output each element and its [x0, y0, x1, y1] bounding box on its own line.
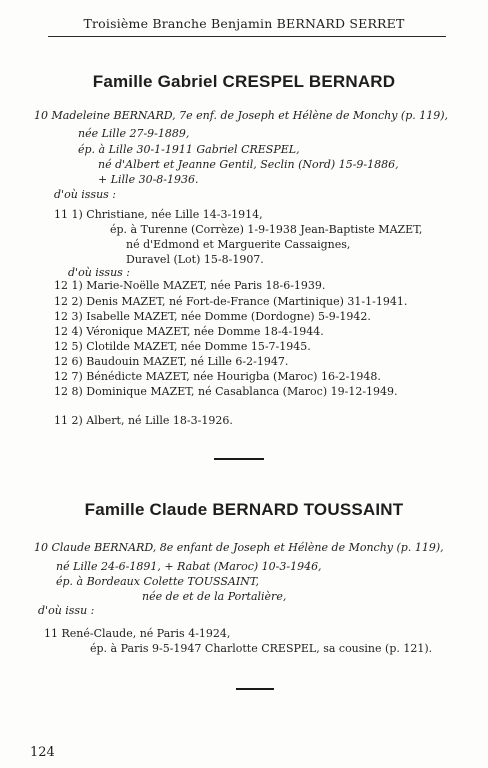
entry-line: 11 1) Christiane, née Lille 14-3-1914, — [54, 208, 263, 221]
section-divider — [236, 688, 274, 690]
section-title-toussaint: Famille Claude BERNARD TOUSSAINT — [84, 500, 404, 519]
section-title-crespel: Famille Gabriel CRESPEL BERNARD — [92, 72, 396, 91]
entry-line: 12 4) Véronique MAZET, née Domme 18-4-1944. — [54, 325, 324, 338]
entry-line: ép. à Turenne (Corrèze) 1-9-1938 Jean-Baptiste MAZET, — [110, 223, 423, 236]
entry-line: d'où issu : — [38, 604, 95, 617]
entry-line: + Lille 30-8-1936. — [98, 173, 199, 186]
entry-line: né d'Edmond et Marguerite Cassaignes, — [126, 238, 351, 251]
page-number: 124 — [30, 745, 55, 760]
entry-line: 12 8) Dominique MAZET, né Casablanca (Maroc) 19-12-1949. — [54, 385, 398, 398]
entry-line: ép. à Bordeaux Colette TOUSSAINT, — [56, 575, 260, 588]
entry-line: d'où issus : — [68, 266, 131, 279]
entry-line: 12 1) Marie-Noëlle MAZET, née Paris 18-6-1939. — [54, 279, 326, 292]
entry-line: d'où issus : — [54, 188, 117, 201]
entry-line: 11 2) Albert, né Lille 18-3-1926. — [54, 414, 233, 427]
entry-line: née de et de la Portalière, — [142, 590, 287, 603]
entry-line: 12 2) Denis MAZET, né Fort-de-France (Martinique) 31-1-1941. — [54, 295, 408, 308]
entry-line: ép. à Lille 30-1-1911 Gabriel CRESPEL, — [78, 143, 300, 156]
entry-line: 10 Madeleine BERNARD, 7e enf. de Joseph et Hélène de Monchy (p. 119), — [34, 109, 449, 122]
entry-line: 12 5) Clotilde MAZET, née Domme 15-7-1945. — [54, 340, 311, 353]
entry-line: née Lille 27-9-1889, — [78, 127, 190, 140]
running-head: Troisième Branche Benjamin BERNARD SERRET — [83, 16, 405, 31]
entry-line: né Lille 24-6-1891, + Rabat (Maroc) 10-3-1946, — [56, 560, 322, 573]
entry-line: 12 3) Isabelle MAZET, née Domme (Dordogne) 5-9-1942. — [54, 310, 371, 323]
entry-line: 12 6) Baudouin MAZET, né Lille 6-2-1947. — [54, 355, 289, 368]
entry-line: né d'Albert et Jeanne Gentil, Seclin (Nord) 15-9-1886, — [98, 158, 399, 171]
section-divider — [214, 458, 264, 460]
entry-line: Duravel (Lot) 15-8-1907. — [126, 253, 264, 266]
header-rule — [48, 36, 446, 37]
entry-line: 12 7) Bénédicte MAZET, née Hourigba (Maroc) 16-2-1948. — [54, 370, 381, 383]
entry-line: ép. à Paris 9-5-1947 Charlotte CRESPEL, sa cousine (p. 121). — [90, 642, 433, 655]
entry-line: 11 René-Claude, né Paris 4-1924, — [44, 627, 231, 640]
entry-line: 10 Claude BERNARD, 8e enfant de Joseph et Hélène de Monchy (p. 119), — [34, 541, 444, 554]
